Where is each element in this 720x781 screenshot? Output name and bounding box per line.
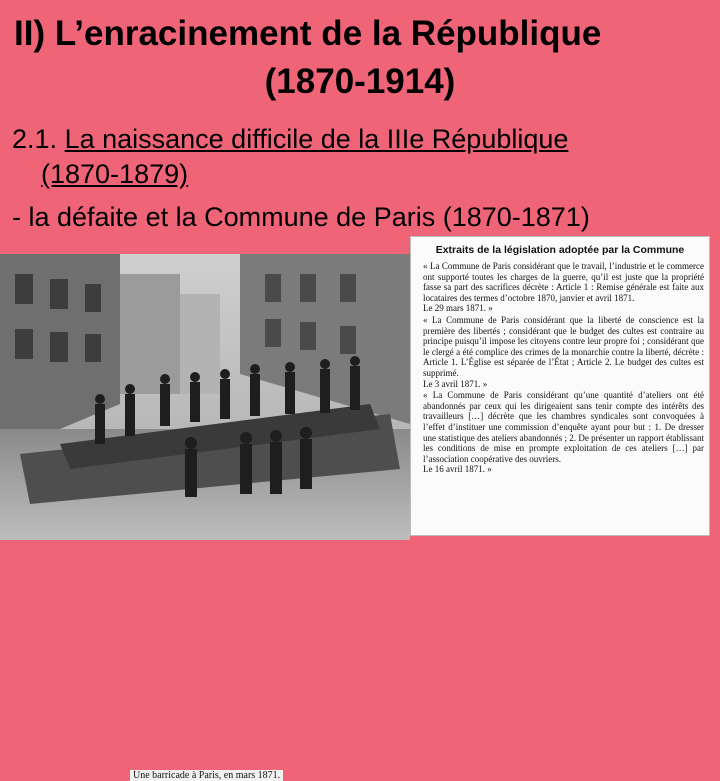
- document-text: [423, 261, 704, 475]
- bullet-point: - la défaite et la Commune de Paris (1870-1871): [12, 202, 590, 232]
- excerpt-text: « La Commune de Paris considérant que le travail, l’industrie et le commerce ont supporté toutes les charges de la guerre, qu’il est juste que la propriété fasse sa part des sacrifices décrète : Article 1 : Remise générale est faite aux locataires des termes d’octobre 1870, janvier et avril 1871.: [423, 261, 704, 303]
- excerpt-date: Le 29 mars 1871. »: [423, 303, 493, 314]
- document-title: Extraits de la législation adoptée par la Commune: [435, 244, 685, 256]
- section-title-part2: (1870-1879): [41, 159, 189, 189]
- excerpt-text: « La Commune de Paris considérant que la liberté de conscience est la première des libertés ; considérant que le budget des cultes est contraire au principe puisqu’il impose les citoyens contre leur propre foi ; considérant que le clergé a été complice des crimes de la monarchie contre la liberté, décrète : Article 1. L’Église est séparée de l’État ; Article 2. Le budget des cultes est supprimé.: [423, 314, 704, 378]
- document-excerpt: [423, 261, 704, 314]
- section-number: 2.1.: [12, 124, 58, 154]
- slide-title-line2: (1870-1914): [264, 62, 456, 101]
- section-heading-line1: [12, 122, 568, 157]
- excerpt-date: Le 16 avril 1871. »: [423, 464, 492, 475]
- excerpt-text: « La Commune de Paris considérant qu’une quantité d’ateliers ont été abandonnés par ceux qui les dirigeaient sans tenir compte des intérêts des travailleurs […] décrète que les chambres syndicales sont convoquées à l’effet d’instituer une commission d’enquête ayant pour but : 1. De dresser une statistique des ateliers abandonnés ; 2. De présenter un rapport établissant les conditions de mise en prompte exploitation de ces ateliers […] par l’association coopérative des ouvriers.: [423, 390, 704, 464]
- document-excerpt: [423, 390, 704, 475]
- barricade-photo-illustration: [0, 254, 410, 540]
- document-panel: [410, 236, 710, 536]
- photo-caption: Une barricade à Paris, en mars 1871.: [130, 770, 283, 781]
- excerpt-date: Le 3 avril 1871. »: [423, 378, 488, 389]
- slide-title-line1: II) L’enracinement de la République: [14, 14, 602, 53]
- document-excerpt: [423, 315, 704, 389]
- barricade-photo: [0, 254, 410, 781]
- section-title-part1: La naissance difficile de la IIIe République: [64, 124, 569, 154]
